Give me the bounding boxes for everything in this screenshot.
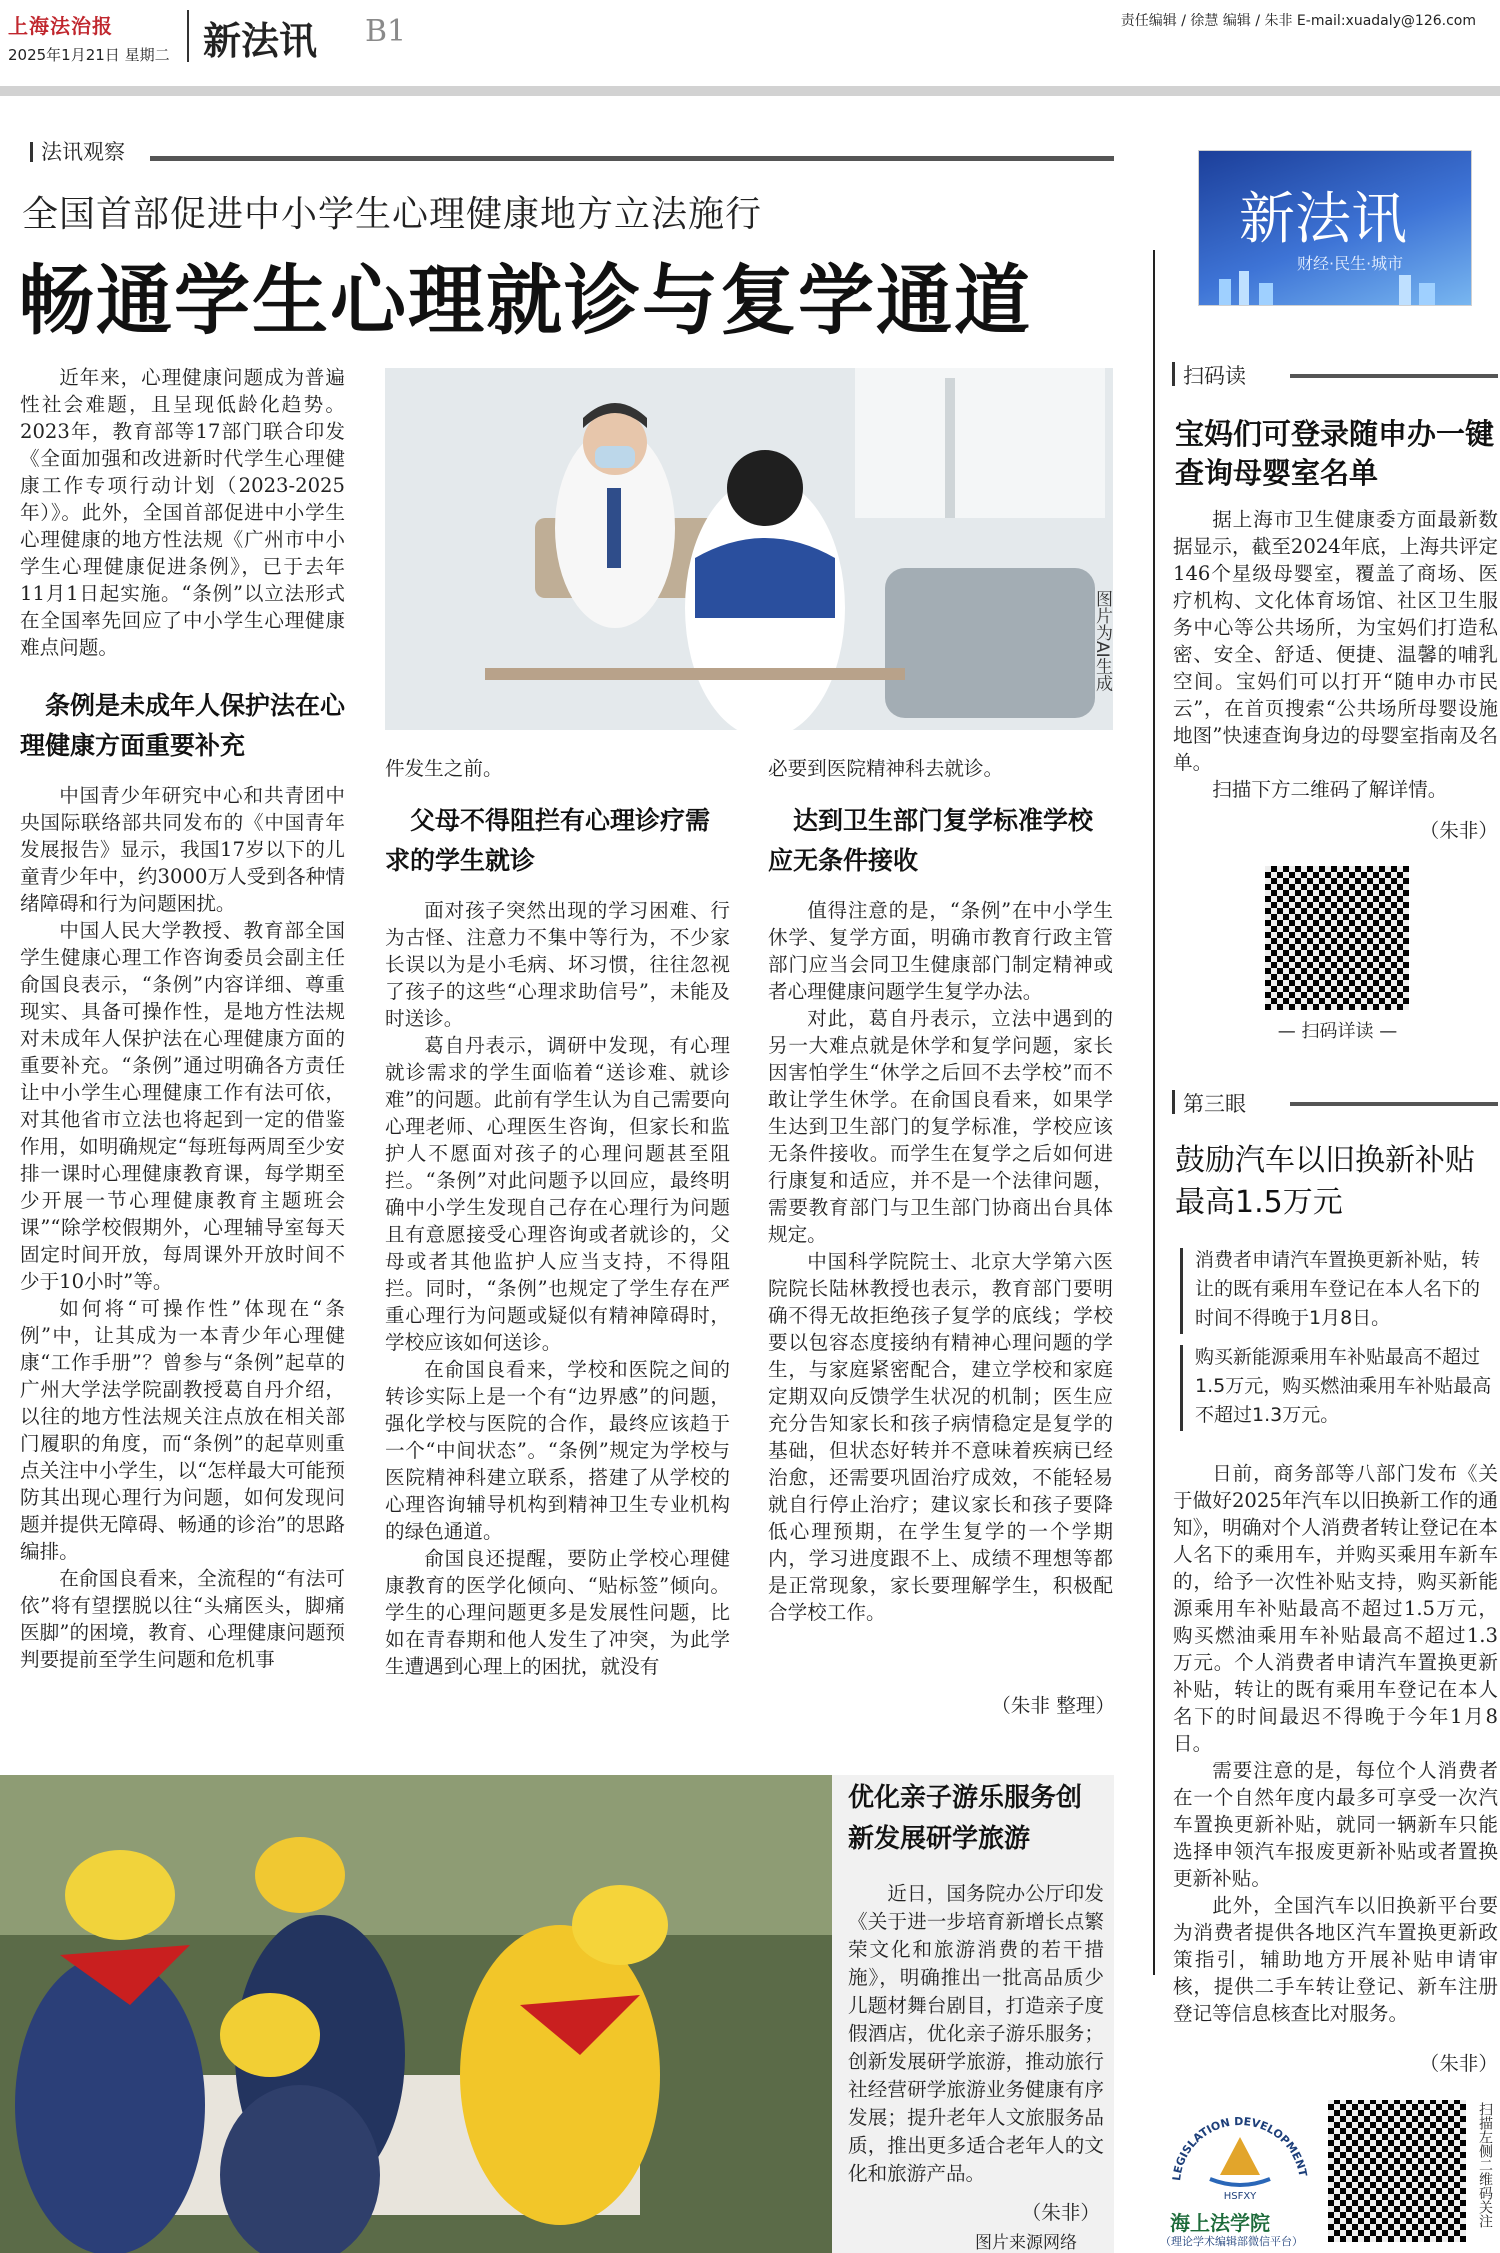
column-3-lead xyxy=(768,755,1113,782)
third-eye-byline xyxy=(1400,2050,1498,2077)
article-byline-text: （朱非 整理） xyxy=(991,1694,1115,1717)
doctor-student-photo xyxy=(385,368,1113,730)
scan-hint-text: 扫描下方二维码了解详情。 xyxy=(1212,778,1448,801)
photo-illustration xyxy=(385,368,1113,730)
third-eye-label xyxy=(1172,1088,1246,1118)
paragraph: 对此，葛自丹表示，立法中遇到的另一大难点就是休学和复学问题，家长因害怕学生“休学之后回不去学校”而不敢让学生休学。在俞国良看来，如果学生达到卫生部门的复学标准，学校应该无条件接收。而学生在复学之后如何进行康复和适应，并不是一个法律问题，需要教育部门与卫生部门协商出台具体规定。 xyxy=(768,1007,1113,1246)
column-1-body xyxy=(20,782,345,1673)
travel-body-text: 近日，国务院办公厅印发《关于进一步培育新增长点繁荣文化和旅游消费的若干措施》，明确推出一批高品质少儿题材舞台剧目，打造亲子度假酒店，优化亲子游乐服务；创新发展研学旅游，推动旅行社经营研学旅游业务健康有序发展；提升老年人文旅服务品质，推出更多适合老年人的文化和旅游产品。 xyxy=(848,1882,1104,2185)
qr-label-text: 扫码详读 xyxy=(1301,1021,1374,1042)
column-marker xyxy=(1172,1090,1175,1114)
paragraph: 中国科学院院士、北京大学第六医院院长陆林教授也表示，教育部门要明确不得无故拒绝孩子复学的底线；学校要以包容态度接纳有精神心理问题的学生，与家庭紧密配合，建立学校和家庭定期双向反馈学生状况的机制；医生应充分告知家长和孩子病情稳定是复学的基础，但状态好转并不意味着疾病已经治愈，还需要巩固治疗成效，不能轻易就自行停止治疗；建议家长和孩子要降低心理预期，在学生复学的一个学期内，学习进度跟不上、成绩不理想等都是正常现象，家长要理解学生，积极配合学校工作。 xyxy=(768,1250,1113,1624)
column-3-lead-text: 必要到医院精神科去就诊。 xyxy=(768,757,1004,780)
scan-body-text: 据上海市卫生健康委方面最新数据显示，截至2024年底，上海共评定146个星级母婴室，覆盖了商场、医疗机构、文化体育场馆、社区卫生服务中心等公共场所，为宝妈们打造私密、安全、舒适、便捷、温馨的哺乳空间。宝妈们可以打开“随申办市民云”，在首页搜索“公共场所母婴设施地图”快速查询身边的母婴室指南及名单。 xyxy=(1173,508,1498,774)
callout-bar xyxy=(1180,1248,1183,1334)
travel-title xyxy=(848,1778,1104,1860)
subhead-1-text: 条例是未成年人保护法在心理健康方面重要补充 xyxy=(20,691,346,760)
footer-scan-hint: 扫描左侧二维码关注 xyxy=(1477,2102,1493,2228)
scan-read-label-text: 扫码读 xyxy=(1183,364,1246,388)
paragraph: 此外，全国汽车以旧换新平台要为消费者提供各地区汽车置换更新政策指引，辅助地方开展补贴申请审核，提供二手车转让登记、新车注册登记等信息核查比对服务。 xyxy=(1173,1894,1498,2025)
qr-code[interactable] xyxy=(1265,866,1409,1010)
section-title: 新法讯 xyxy=(203,19,318,63)
thumb-subtitle: 财经·民生·城市 xyxy=(1297,254,1404,273)
logo-abbr: HSFXY xyxy=(1223,2191,1257,2202)
footer-qr-code[interactable] xyxy=(1328,2100,1466,2242)
logo-arc-text: LEGISLATION DEVELOPMENT xyxy=(1170,2114,1310,2182)
masthead-bar xyxy=(0,86,1500,96)
footer-name: 海上法学院 xyxy=(1170,2211,1270,2235)
travel-body xyxy=(848,1880,1104,2188)
paragraph: 在俞国良看来，全流程的“有法可依”将有望摆脱以往“头痛医头，脚痛医脚”的困境，教育、心理健康问题预判要提前至学生问题和危机事 xyxy=(20,1567,345,1671)
article-kicker: 全国首部促进中小学生心理健康地方立法施行 xyxy=(22,194,763,235)
third-eye-byline-text: （朱非） xyxy=(1419,2052,1498,2075)
issue-date: 2025年1月21日 星期二 xyxy=(8,46,170,64)
paragraph: 需要注意的是，每位个人消费者在一个自然年度内最多可享受一次汽车置换更新补贴，就同一辆新车只能选择申领汽车报废更新补贴或者置换更新补贴。 xyxy=(1173,1759,1498,1890)
callout-2 xyxy=(1195,1343,1495,1430)
masthead-divider xyxy=(187,10,189,62)
third-eye-title-text: 鼓励汽车以旧换新补贴最高1.5万元 xyxy=(1175,1143,1475,1220)
footer-desc: （理论学术编辑部微信平台） xyxy=(1160,2235,1303,2248)
column-2-lead xyxy=(385,755,730,782)
thumb-title: 新法讯 xyxy=(1239,187,1407,252)
paragraph: 俞国良还提醒，要防止学校心理健康教育的医学化倾向、“贴标签”倾向。学生的心理问题更多是发展性问题，比如在青春期和他人发生了冲突，为此学生遭遇到心理上的困扰，就没有 xyxy=(385,1547,730,1678)
travel-title-text: 优化亲子游乐服务创新发展研学旅游 xyxy=(848,1783,1083,1854)
third-eye-title xyxy=(1175,1140,1495,1224)
sidebar-divider xyxy=(1153,250,1155,1975)
intro-paragraph xyxy=(20,364,345,661)
paragraph: 中国人民大学教授、教育部全国学生健康心理工作咨询委员会副主任俞国良表示，“条例”内容详细、尊重现实、具备可操作性，是地方性法规对未成年人保护法在心理健康方面的重要补充。“条例”通过明确各方责任让中小学生心理健康工作有法可依，对其他省市立法也将起到一定的借鉴作用，如明确规定“每班每两周至少安排一课时心理健康教育课，每学期至少开展一节心理健康教育主题班会课”“除学校假期外，心理辅导室每天固定时间开放，每周课外开放时间不少于10小时”等。 xyxy=(20,919,345,1293)
subhead-3 xyxy=(768,801,1113,881)
paragraph: 葛自丹表示，调研中发现，有心理就诊需求的学生面临着“送诊难、就诊难”的问题。此前有学生认为自己需要向心理老师、心理医生咨询，但家长和监护人不愿面对孩子的心理问题甚至阻拦。“条例”对此问题予以回应，最终明确中小学生发现自己存在心理行为问题且有意愿接受心理咨询或者就诊的，父母或者其他监护人应当支持，不得阻拦。同时，“条例”也规定了学生存在严重心理行为问题或疑似有精神障碍时，学校应该如何送诊。 xyxy=(385,1034,730,1354)
paragraph: 值得注意的是，“条例”在中小学生休学、复学方面，明确市教育行政主管部门应当会同卫生健康部门制定精神或者心理健康问题学生复学办法。 xyxy=(768,899,1113,1003)
column-2-lead-text: 件发生之前。 xyxy=(385,757,503,780)
column-3-body xyxy=(768,897,1113,1626)
skyline-graphic xyxy=(1199,265,1471,305)
travel-byline xyxy=(990,2199,1100,2226)
callout-2-text: 购买新能源乘用车补贴最高不超过1.5万元，购买燃油乘用车补贴最高不超过1.3万元。 xyxy=(1195,1346,1492,1426)
scan-body xyxy=(1173,506,1498,803)
qr-label: — 扫码详读 — xyxy=(1277,1021,1398,1042)
students-activity-photo xyxy=(0,1775,832,2253)
callout-1-text: 消费者申请汽车置换更新补贴，转让的既有乘用车登记在本人名下的时间不得晚于1月8日。 xyxy=(1195,1249,1481,1329)
scan-rule xyxy=(1290,374,1498,378)
paragraph: 中国青少年研究中心和共青团中央国际联络部共同发布的《中国青年发展报告》显示，我国17岁以下的儿童青少年中，约3000万人受到各种情绪障碍和行为问题困扰。 xyxy=(20,784,345,915)
column-marker xyxy=(1172,362,1175,386)
subhead-2-text: 父母不得阻拦有心理诊疗需求的学生就诊 xyxy=(385,806,711,875)
column-marker xyxy=(30,142,33,162)
subhead-1 xyxy=(20,686,345,766)
paragraph: 面对孩子突然出现的学习困难、行为古怪、注意力不集中等行为，不少家长误以为是小毛病、坏习惯，往往忽视了孩子的这些“心理求助信号”，未能及时送诊。 xyxy=(385,899,730,1030)
column-label-text: 法讯观察 xyxy=(41,140,125,164)
law-school-logo xyxy=(1160,2095,1320,2248)
column-label xyxy=(30,136,125,166)
intro-text: 近年来，心理健康问题成为普遍性社会难题，且呈现低龄化趋势。2023年，教育部等17部门联合印发《全面加强和改进新时代学生心理健康工作专项行动计划（2023-2025年）》。此外，全国首部促进中小学生心理健康的地方性法规《广州市中小学生心理健康促进条例》，已于去年11月1日起实施。“条例”以立法形式在全国率先回应了中小学生心理健康难点问题。 xyxy=(20,366,345,659)
editor-credits: 责任编辑 / 徐慧 编辑 / 朱非 E-mail:xuadaly@126.com xyxy=(1120,13,1476,29)
photo-source: 图片来源网络 xyxy=(975,2233,1077,2253)
paragraph: 在俞国良看来，学校和医院之间的转诊实际上是一个有“边界感”的问题，强化学校与医院的合作，最终应该趋于一个“中间状态”。“条例”规定为学校与医院精神科建立联系，搭建了从学校的心理咨询辅导机构到精神卫生专业机构的绿色通道。 xyxy=(385,1358,730,1543)
callout-1 xyxy=(1195,1246,1495,1333)
subhead-3-text: 达到卫生部门复学标准学校应无条件接收 xyxy=(768,806,1094,875)
third-eye-label-text: 第三眼 xyxy=(1183,1092,1246,1116)
third-eye-rule xyxy=(1290,1102,1498,1106)
column-rule xyxy=(150,156,1114,161)
callout-bar xyxy=(1180,1345,1183,1431)
scan-byline-text: （朱非） xyxy=(1419,819,1498,842)
photo-illustration xyxy=(0,1775,832,2253)
scan-byline xyxy=(1400,817,1498,844)
section-brand-thumbnail xyxy=(1198,150,1472,306)
logo-emblem xyxy=(1160,2095,1320,2205)
column-2-body xyxy=(385,897,730,1680)
paragraph: 如何将“可操作性”体现在“条例”中，让其成为一本青少年心理健康“工作手册”？曾参与“条例”起草的广州大学法学院副教授葛自丹介绍，以往的地方性法规关注点放在相关部门履职的角度，而“条例”的起草则重点关注中小学生，以“怎样最大可能预防其出现心理行为问题，如何发现问题并提供无障碍、畅通的诊治”的思路编排。 xyxy=(20,1297,345,1563)
scan-title xyxy=(1175,415,1495,493)
newspaper-logo: 上海法治报 xyxy=(8,14,113,38)
subhead-2 xyxy=(385,801,730,881)
article-headline: 畅通学生心理就诊与复学通道 xyxy=(18,256,1032,345)
article-byline xyxy=(990,1692,1115,1719)
scan-title-text: 宝妈们可登录随申办一键查询母婴室名单 xyxy=(1175,417,1495,490)
photo-caption: 图片为AI生成 xyxy=(1092,590,1112,692)
travel-byline-text: （朱非） xyxy=(1021,2201,1100,2224)
scan-read-label xyxy=(1172,360,1246,390)
page-number: B1 xyxy=(365,14,407,49)
paragraph: 日前，商务部等八部门发布《关于做好2025年汽车以旧换新工作的通知》，明确对个人消费者转让登记在本人名下的乘用车，并购买乘用车新车的，给予一次性补贴支持，购买新能源乘用车补贴最高不超过1.5万元，购买燃油乘用车补贴最高不超过1.3万元。个人消费者申请汽车置换更新补贴，转让的既有乘用车登记在本人名下的时间最迟不得晚于今年1月8日。 xyxy=(1173,1462,1498,1755)
third-eye-body xyxy=(1173,1460,1498,2027)
